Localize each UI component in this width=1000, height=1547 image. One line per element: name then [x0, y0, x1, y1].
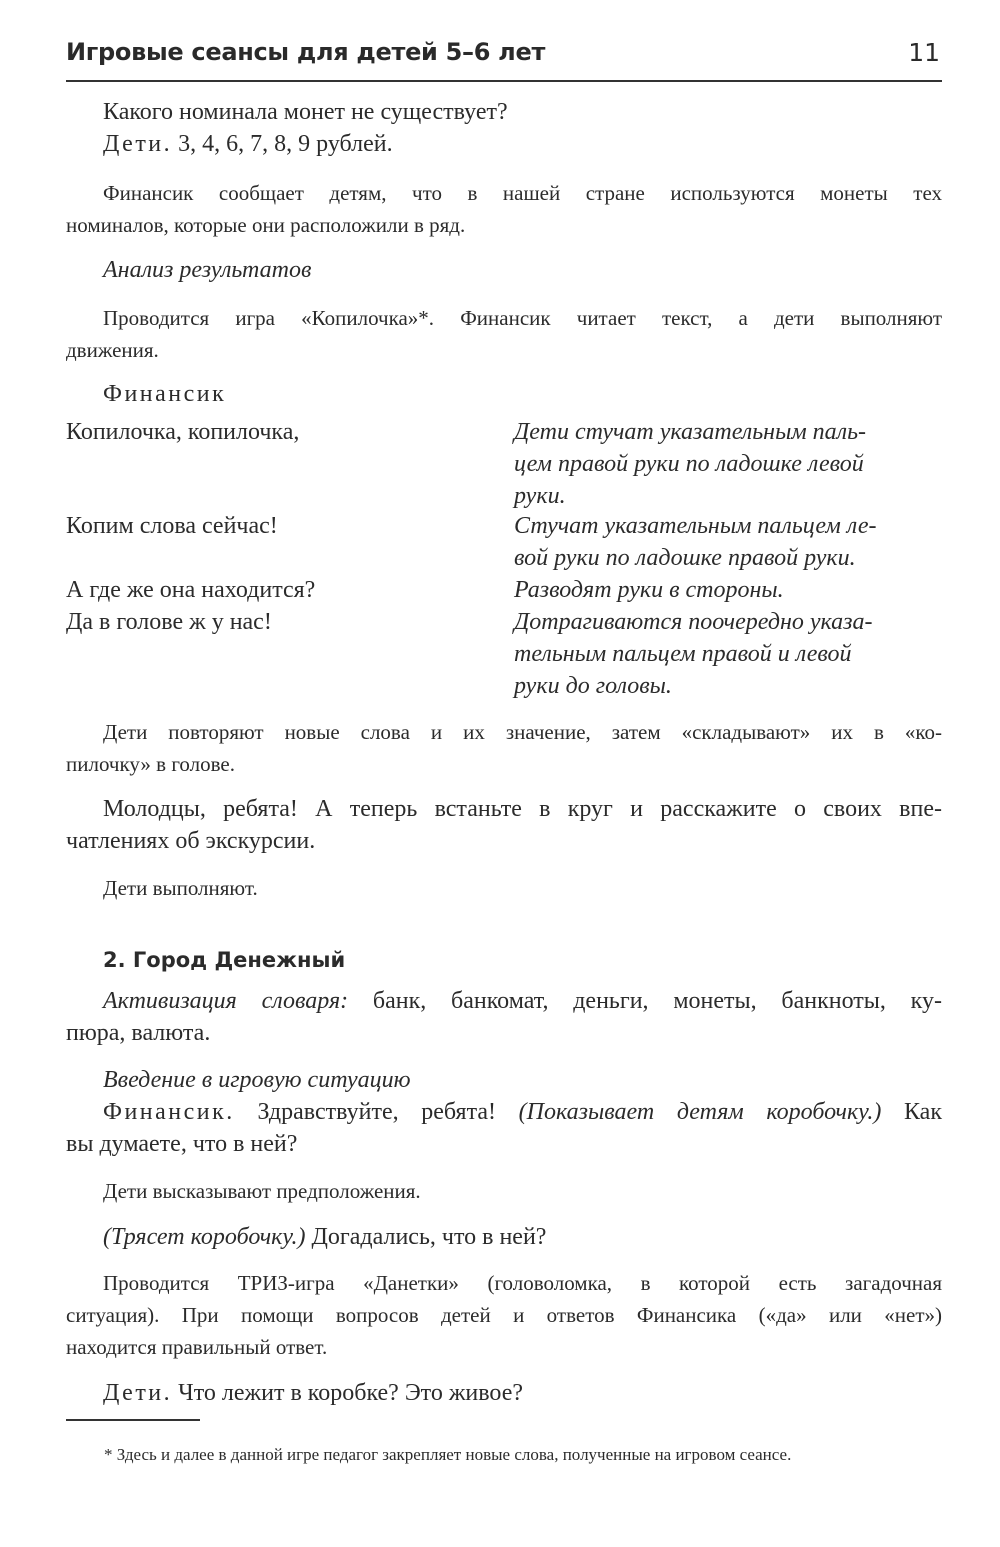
paragraph-line: вы думаете, что в ней? [66, 1131, 298, 1157]
poem-action-row [514, 574, 942, 606]
action-line: Разводят руки в стороны. [514, 577, 784, 603]
children-question: Что лежит в коробке? Это живое? [172, 1380, 524, 1406]
action-line: цем правой руки по ладошке левой [514, 451, 864, 477]
greeting-paragraph [66, 1096, 942, 1160]
greeting-text: Здравствуйте, ребята! [234, 1099, 519, 1125]
speaker-label: Дети. [103, 1380, 173, 1406]
poem-line: Копим слова сейчас! [66, 513, 278, 539]
poem-action-row [514, 510, 942, 574]
poem-text-row [66, 416, 496, 448]
poem-line: А где же она находится? [66, 577, 316, 603]
paragraph-line: движения. [66, 338, 159, 362]
action-line: руки. [514, 483, 566, 509]
stage-direction: (Трясет коробочку.) [103, 1224, 306, 1250]
paragraph-repeat [66, 716, 942, 780]
children-question-line [103, 1377, 523, 1409]
poem-speaker: Финансик [103, 381, 227, 407]
children-answer-line [103, 128, 393, 160]
greeting-text: Как [881, 1099, 942, 1125]
paragraph-game-intro [66, 302, 942, 366]
children-guess-line: Дети высказывают предположения. [103, 1179, 421, 1203]
speaker-label: Финансик. [103, 1099, 235, 1125]
paragraph-line [66, 1096, 942, 1128]
book-page [66, 0, 942, 1547]
speaker-label: Дети. [103, 131, 173, 157]
intro-heading: Введение в игровую ситуацию [103, 1067, 411, 1093]
poem-text-row [66, 574, 496, 606]
paragraph-line: Проводится игра «Копилочка»*. Финансик читает текст, а дети выполняют [103, 306, 942, 330]
stage-direction: (Показывает детям коробочку.) [518, 1099, 882, 1125]
paragraph-line: пилочку» в голове. [66, 752, 235, 776]
poem-text-row [66, 606, 496, 638]
running-header [66, 36, 942, 82]
children-do-line: Дети выполняют. [103, 876, 258, 900]
action-line: тельным пальцем правой и левой [514, 641, 852, 667]
paragraph-line: номиналов, которые они расположили в ряд. [66, 213, 466, 237]
paragraph-finansik-tells [66, 177, 942, 241]
paragraph-line: находится правильный ответ. [66, 1335, 328, 1359]
shake-line [103, 1221, 546, 1253]
answer-text: 3, 4, 6, 7, 8, 9 рублей. [172, 131, 393, 157]
action-line: Стучат указательным пальцем ле- [514, 513, 877, 539]
paragraph-line: Молодцы, ребята! А теперь встаньте в круг и расскажите о своих впе- [103, 796, 942, 822]
vocab-label: Активизация словаря: [103, 988, 349, 1014]
triz-paragraph [66, 1267, 942, 1363]
poem-action-row [514, 606, 942, 702]
question-line: Какого номинала монет не существует? [103, 99, 508, 125]
action-line: вой руки по ладошке правой руки. [514, 545, 856, 571]
section-heading: 2. Город Денежный [103, 948, 346, 972]
page-number: 11 [908, 38, 940, 67]
paragraph-line: чатлениях об экскурсии. [66, 828, 316, 854]
action-line: Дети стучат указательным паль- [514, 419, 867, 445]
paragraph-line: ситуация). При помощи вопросов детей и ответов Финансика («да» или «нет») [66, 1303, 942, 1327]
paragraph-line: пюра, валюта. [66, 1020, 211, 1046]
vocab-words: банк, банкомат, деньги, монеты, банкноты, ку- [348, 988, 942, 1014]
paragraph-well-done [66, 793, 942, 857]
poem-action-row [514, 416, 942, 512]
paragraph-line: Финансик сообщает детям, что в нашей стране используются монеты тех [103, 181, 942, 205]
poem-line: Копилочка, копилочка, [66, 419, 300, 445]
action-line: руки до головы. [514, 673, 672, 699]
poem-line: Да в голове ж у нас! [66, 609, 272, 635]
vocab-paragraph [66, 985, 942, 1049]
running-title: Игровые сеансы для детей 5–6 лет [66, 38, 546, 66]
shake-question: Догадались, что в ней? [305, 1224, 547, 1250]
poem-text-row [66, 510, 496, 542]
paragraph-line: Проводится ТРИЗ-игра «Данетки» (головоломка, в которой есть загадочная [103, 1271, 942, 1295]
paragraph-line [66, 985, 942, 1017]
action-line: Дотрагиваются поочередно указа- [514, 609, 873, 635]
footnote-rule [66, 1419, 200, 1421]
analysis-heading: Анализ результатов [103, 257, 312, 283]
footnote: * Здесь и далее в данной игре педагог закрепляет новые слова, полученные на игровом сеансе. [104, 1445, 792, 1464]
paragraph-line: Дети повторяют новые слова и их значение, затем «складывают» их в «ко- [103, 720, 942, 744]
